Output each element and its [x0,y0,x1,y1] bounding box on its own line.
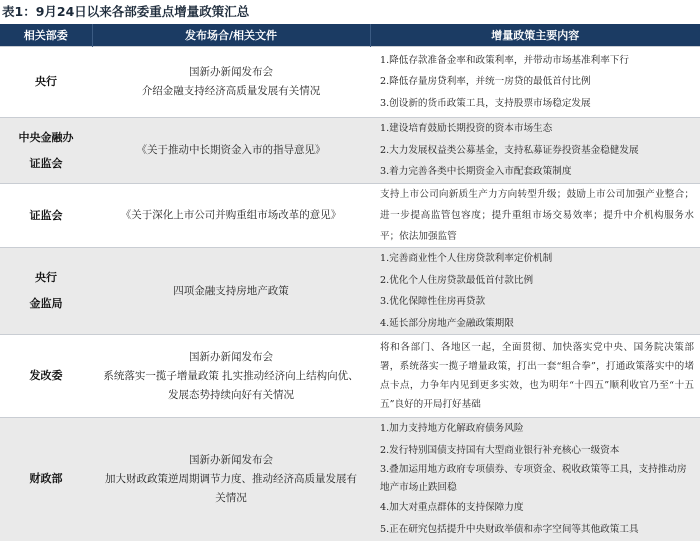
policy-paragraph: 支持上市公司向新质生产力方向转型升级；鼓励上市公司加强产业整合；进一步提高监管包容度；提升重组市场交易效率；提升中介机构服务水平；依法加强监管 [380,189,694,242]
policy-point: 4.延长部分房地产金融政策期限 [380,317,514,329]
doc-line: 《关于推动中长期资金入市的指导意见》 [136,144,326,156]
content-cell [370,335,700,418]
policy-point: 3.着力完善各类中长期资金入市配套政策制度 [380,166,572,178]
table-row [0,47,700,118]
policy-point: 3.叠加运用地方政府专项债券、专项资金、税收政策等工具，支持推动房地产市场止跌回稳 [380,464,687,494]
table-row [0,248,700,335]
content-cell [370,248,700,335]
table-row [0,184,700,248]
doc-line: 四项金融支持房地产政策 [173,284,289,297]
policy-point: 1.降低存款准备金率和政策利率，并带动市场基准利率下行 [380,54,629,66]
header-doc: 发布场合/相关文件 [92,24,370,47]
dept-label: 财政部 [29,472,63,486]
policy-point: 2.发行特别国债支持国有大型商业银行补充核心一级资本 [380,444,620,456]
table-row [0,418,700,541]
dept-label: 证监会 [29,156,63,170]
dept-label: 发改委 [29,369,63,382]
dept-cell [0,47,92,118]
table-caption: 表1：9月24日以来各部委重点增量政策汇总 [2,4,250,19]
policy-point: 1.完善商业性个人住房贷款利率定价机制 [380,253,553,264]
policy-point: 3.创设新的货币政策工具，支持股票市场稳定发展 [380,97,591,109]
doc-cell [92,184,370,248]
doc-line: 系统落实一揽子增量政策 扎实推动经济向上结构向优、发展态势持续向好有关情况 [103,369,359,401]
content-cell [370,47,700,118]
policy-point: 4.加大对重点群体的支持保障力度 [380,502,524,514]
doc-cell [92,47,370,118]
doc-cell [92,118,370,184]
doc-line: 加大财政政策逆周期调节力度、推动经济高质量发展有关情况 [105,472,357,504]
dept-label: 央行 [35,271,57,284]
header-dept: 相关部委 [0,24,92,47]
header-row [0,24,700,47]
dept-label: 金监局 [29,297,63,310]
content-cell [370,184,700,248]
dept-label: 中央金融办 [18,130,74,144]
content-cell [370,118,700,184]
policy-point: 3.优化保障性住房再贷款 [380,296,486,307]
doc-line: 国新办新闻发布会 [189,350,273,363]
doc-line: 《关于深化上市公司并购重组市场改革的意见》 [120,209,342,221]
policy-point: 5.正在研究包括提升中央财政举债和赤字空间等其他政策工具 [380,523,639,535]
doc-line: 介绍金融支持经济高质量发展有关情况 [141,85,321,97]
doc-cell [92,418,370,541]
table-row [0,118,700,184]
table-row [0,335,700,418]
dept-cell [0,335,92,418]
policy-table [0,24,700,541]
policy-point: 2.大力发展权益类公募基金，支持私募证券投资基金稳健发展 [380,144,639,156]
policy-point: 2.降低存量房贷利率，并统一房贷的最低首付比例 [380,76,591,88]
doc-line: 国新办新闻发布会 [189,453,273,466]
dept-cell [0,418,92,541]
dept-cell [0,118,92,184]
dept-cell [0,184,92,248]
doc-cell [92,248,370,335]
dept-label: 央行 [35,75,57,88]
dept-label: 证监会 [29,208,63,222]
policy-point: 1.建设培育鼓励长期投资的资本市场生态 [380,123,553,135]
policy-paragraph: 将和各部门、各地区一起，全面贯彻、加快落实党中央、国务院决策部署，系统落实一揽子增量政策，打出一套“组合拳”，打通政策落实中的堵点卡点，力争年内见到更多实效，也为明年“十四五”顺利收官乃至“十五五”良好的开局打好基础 [380,341,694,411]
policy-point: 1.加力支持地方化解政府债务风险 [380,423,524,435]
dept-cell [0,248,92,335]
content-cell [370,418,700,541]
header-content: 增量政策主要内容 [370,24,700,47]
doc-line: 国新办新闻发布会 [189,66,273,78]
policy-point: 2.优化个人住房贷款最低首付款比例 [380,274,534,286]
doc-cell [92,335,370,418]
